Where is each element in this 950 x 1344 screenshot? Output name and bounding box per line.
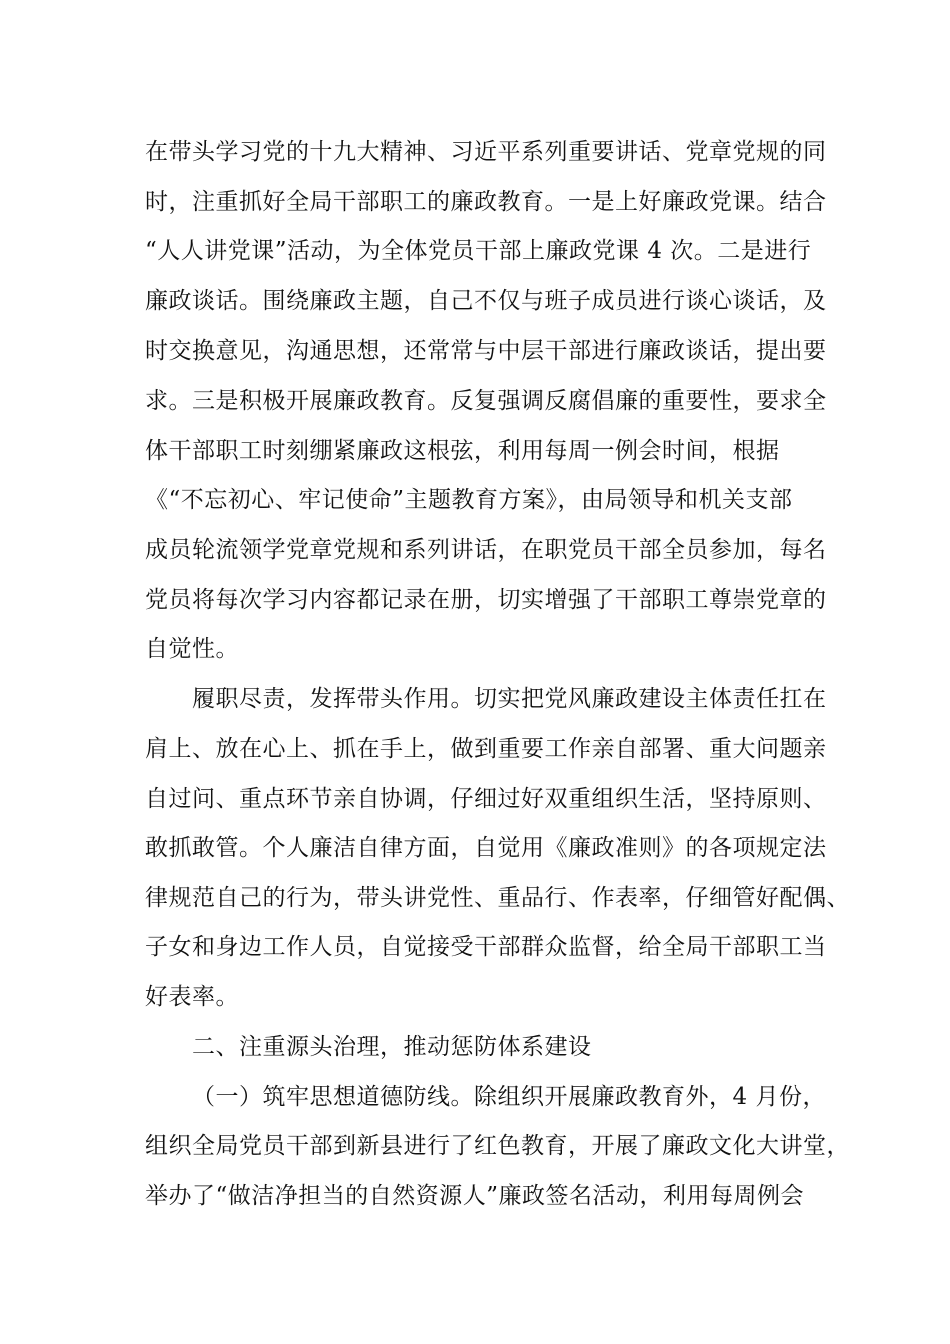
text-line: 党员将每次学习内容都记录在册，切实增强了干部职工尊崇党章的 <box>145 587 827 613</box>
text-line: 子女和身边工作人员，自觉接受干部群众监督，给全局干部职工当 <box>145 934 827 960</box>
text-line: 求。三是积极开展廉政教育。反复强调反腐倡廉的重要性，要求全 <box>145 388 827 414</box>
text-line: 肩上、放在心上、抓在手上，做到重要工作亲自部署、重大问题亲 <box>145 736 827 762</box>
text-line: 时交换意见，沟通思想，还常常与中层干部进行廉政谈话，提出要 <box>145 338 827 364</box>
text-line: 举办了“做洁净担当的自然资源人”廉政签名活动，利用每周例会 <box>145 1183 805 1209</box>
text-line: 在带头学习党的十九大精神、习近平系列重要讲话、党章党规的同 <box>145 139 827 165</box>
section-heading: 二、注重源头治理，推动惩防体系建设 <box>192 1034 592 1060</box>
text-line: 《“不忘初心、牢记使命”主题教育方案》，由局领导和机关支部 <box>145 487 793 513</box>
text-line: （一）筑牢思想道德防线。除组织开展廉政教育外，4 月份， <box>192 1084 826 1110</box>
text-line: 履职尽责，发挥带头作用。切实把党风廉政建设主体责任扛在 <box>192 686 827 712</box>
text-line: 时，注重抓好全局干部职工的廉政教育。一是上好廉政党课。结合 <box>145 189 827 215</box>
text-line: 好表率。 <box>145 984 239 1010</box>
text-line: 体干部职工时刻绷紧廉政这根弦，利用每周一例会时间，根据 <box>145 438 780 464</box>
text-line: 敢抓敢管。个人廉洁自律方面，自觉用《廉政准则》的各项规定法 <box>145 835 827 861</box>
text-line: 成员轮流领学党章党规和系列讲话，在职党员干部全员参加，每名 <box>145 537 827 563</box>
text-line: 廉政谈话。围绕廉政主题，自己不仅与班子成员进行谈心谈话，及 <box>145 288 827 314</box>
text-line: “人人讲党课”活动，为全体党员干部上廉政党课 4 次。二是进行 <box>145 238 812 264</box>
text-line: 自觉性。 <box>145 636 239 662</box>
text-line: 律规范自己的行为，带头讲党性、重品行、作表率，仔细管好配偶、 <box>145 885 850 911</box>
text-line: 自过问、重点环节亲自协调，仔细过好双重组织生活，坚持原则、 <box>145 786 827 812</box>
text-line: 组织全局党员干部到新县进行了红色教育，开展了廉政文化大讲堂， <box>145 1133 850 1159</box>
